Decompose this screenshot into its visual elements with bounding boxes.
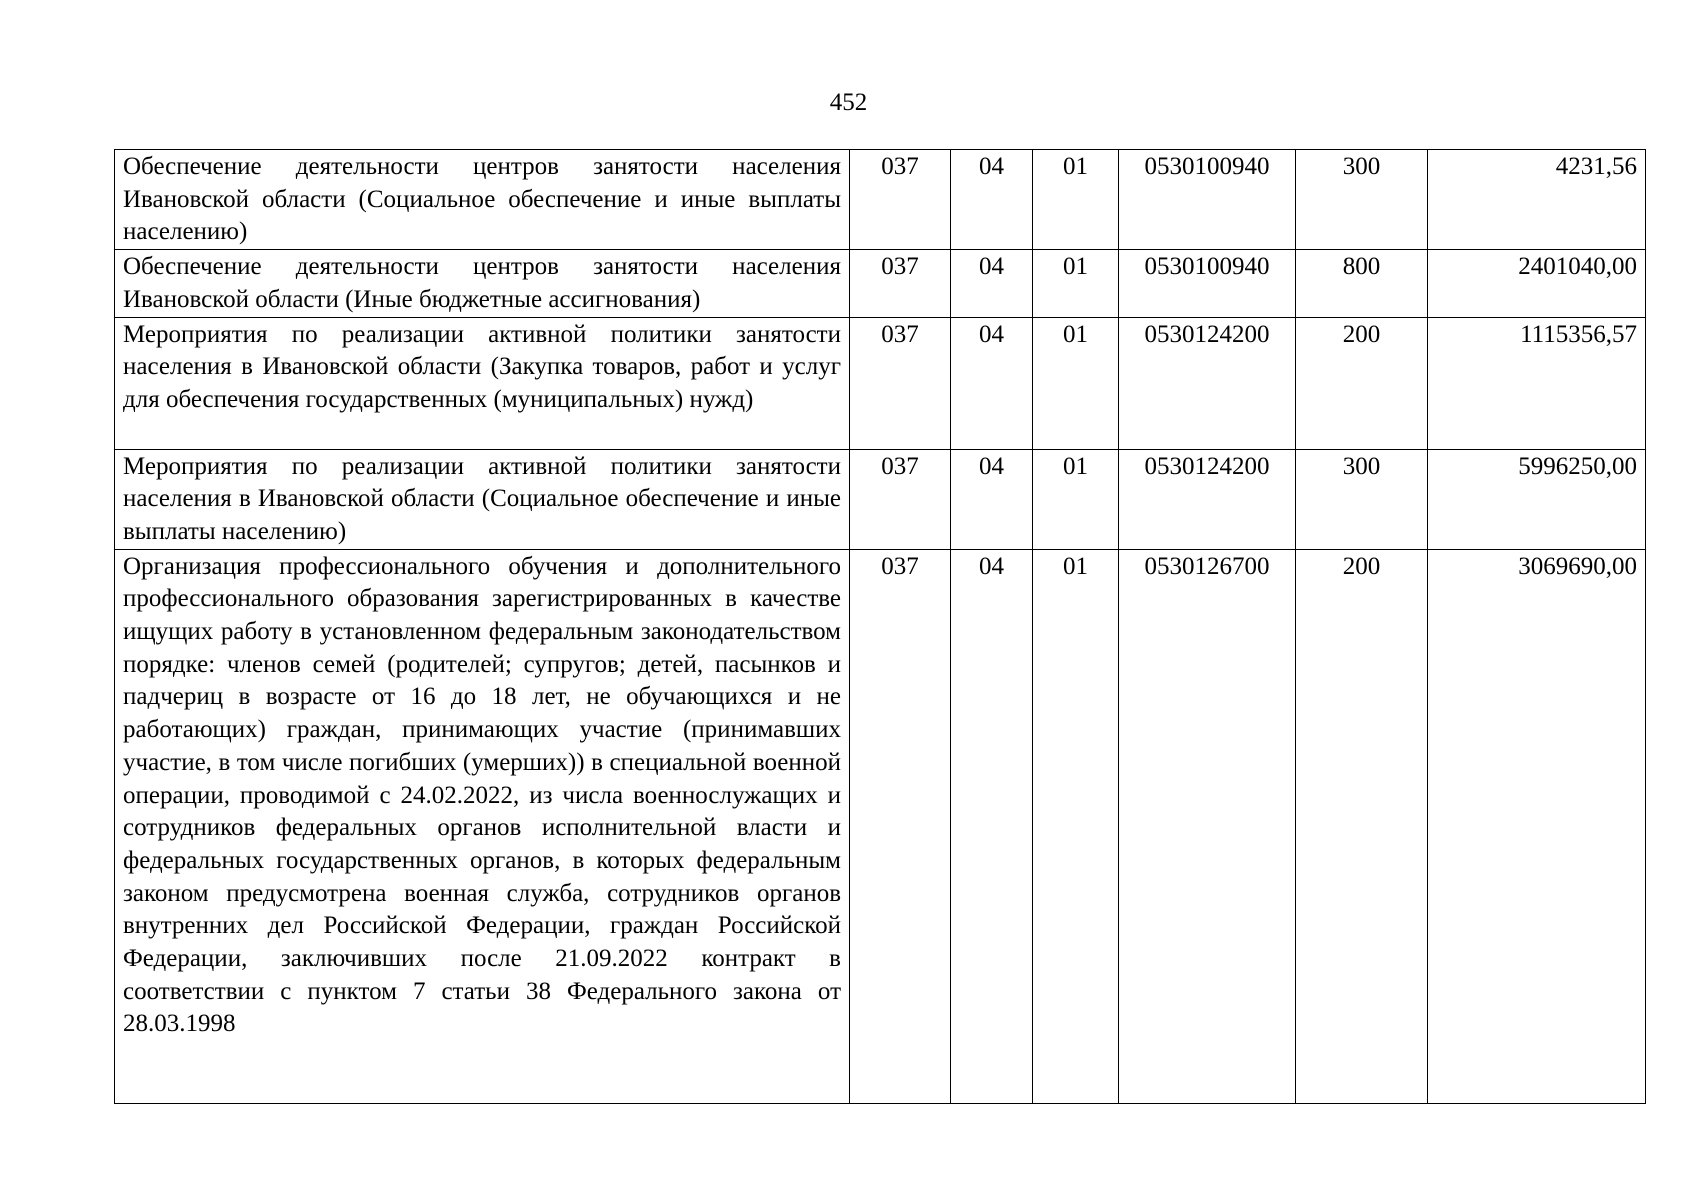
row-name-cell: Обеспечение деятельности центров занятости населения Ивановской области (Социальное обеспечение и иные выплаты населению) (115, 150, 850, 250)
target-article-cell: 0530100940 (1119, 250, 1296, 317)
ministry-code-cell: 037 (850, 449, 951, 549)
target-article-cell: 0530124200 (1119, 449, 1296, 549)
expense-type-cell: 200 (1296, 317, 1428, 449)
amount-cell: 4231,56 (1428, 150, 1646, 250)
target-article-cell: 0530124200 (1119, 317, 1296, 449)
section-cell: 04 (951, 150, 1033, 250)
expense-type-cell: 300 (1296, 449, 1428, 549)
table-row (115, 317, 1646, 449)
expense-type-cell: 800 (1296, 250, 1428, 317)
section-cell: 04 (951, 317, 1033, 449)
section-cell: 04 (951, 549, 1033, 1103)
expense-type-cell: 300 (1296, 150, 1428, 250)
table-row (115, 549, 1646, 1103)
row-name-cell: Организация профессионального обучения и дополнительного профессионального образования зарегистрированных в качестве ищущих работу в установленном федеральным законодательством порядке: членов семей (родителей; супругов; детей, пасынков и падчериц в возрасте от 16 до 18 лет, не обучающихся и не работающих) граждан, принимающих участие (принимавших участие, в том числе погибших (умерших)) в специальной военной операции, проводимой с 24.02.2022, из числа военнослужащих и сотрудников федеральных органов исполнительной власти и федеральных государственных органов, в которых федеральным законом предусмотрена военная служба, сотрудников органов внутренних дел Российской Федерации, граждан Российской Федерации, заключивших после 21.09.2022 контракт в соответствии с пунктом 7 статьи 38 Федерального закона от 28.03.1998 (115, 549, 850, 1103)
table-row (115, 150, 1646, 250)
subsection-cell: 01 (1033, 317, 1119, 449)
ministry-code-cell: 037 (850, 549, 951, 1103)
ministry-code-cell: 037 (850, 150, 951, 250)
amount-cell: 5996250,00 (1428, 449, 1646, 549)
ministry-code-cell: 037 (850, 317, 951, 449)
row-name-cell: Мероприятия по реализации активной политики занятости населения в Ивановской области (Закупка товаров, работ и услуг для обеспечения государственных (муниципальных) нужд) (115, 317, 850, 449)
table-row (115, 449, 1646, 549)
budget-table (114, 149, 1646, 1104)
row-name-cell: Обеспечение деятельности центров занятости населения Ивановской области (Иные бюджетные ассигнования) (115, 250, 850, 317)
page-number: 452 (829, 89, 868, 116)
table-row (115, 250, 1646, 317)
amount-cell: 1115356,57 (1428, 317, 1646, 449)
expense-type-cell: 200 (1296, 549, 1428, 1103)
row-name-cell: Мероприятия по реализации активной политики занятости населения в Ивановской области (Социальное обеспечение и иные выплаты населению) (115, 449, 850, 549)
subsection-cell: 01 (1033, 449, 1119, 549)
ministry-code-cell: 037 (850, 250, 951, 317)
section-cell: 04 (951, 449, 1033, 549)
section-cell: 04 (951, 250, 1033, 317)
target-article-cell: 0530100940 (1119, 150, 1296, 250)
subsection-cell: 01 (1033, 549, 1119, 1103)
subsection-cell: 01 (1033, 150, 1119, 250)
subsection-cell: 01 (1033, 250, 1119, 317)
target-article-cell: 0530126700 (1119, 549, 1296, 1103)
amount-cell: 2401040,00 (1428, 250, 1646, 317)
amount-cell: 3069690,00 (1428, 549, 1646, 1103)
